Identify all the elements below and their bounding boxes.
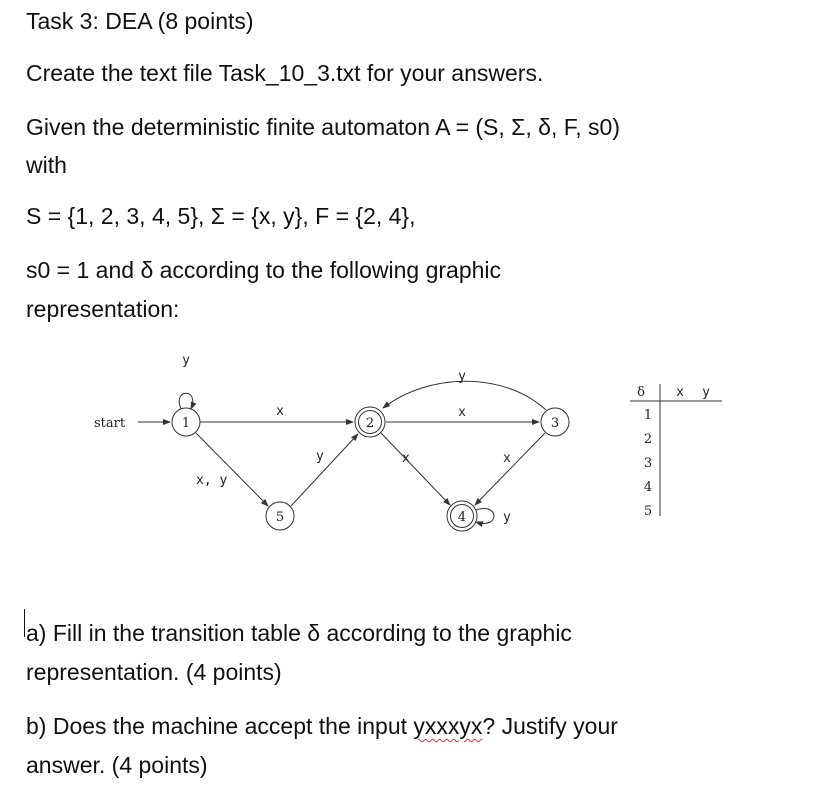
edge-loop-4 bbox=[476, 509, 494, 524]
start-state-line-1: s0 = 1 and δ according to the following graphic bbox=[26, 257, 502, 283]
edge-3-4 bbox=[475, 433, 545, 505]
table-row-label: 4 bbox=[643, 480, 653, 495]
edge-2-4-label: x bbox=[402, 451, 410, 466]
edge-2-3-label: x bbox=[458, 405, 466, 420]
question-b-line-2: answer. (4 points) bbox=[26, 752, 208, 778]
state-3-label: 3 bbox=[550, 416, 560, 431]
edge-3-4-label: x bbox=[503, 451, 511, 466]
question-b-line-1 bbox=[26, 711, 618, 741]
table-header-delta: δ bbox=[637, 385, 645, 400]
loop-4-label: y bbox=[503, 510, 511, 525]
loop-1-label: y bbox=[182, 353, 190, 368]
edge-2-4 bbox=[381, 433, 450, 505]
sets-definition: S = {1, 2, 3, 4, 5}, Σ = {x, y}, F = {2, 4}, bbox=[26, 203, 416, 229]
edge-loop-1 bbox=[179, 393, 193, 409]
start-label: start bbox=[94, 416, 126, 431]
edge-5-2 bbox=[291, 434, 358, 506]
table-row-label: 2 bbox=[643, 432, 653, 447]
edge-1-2-label: x bbox=[276, 404, 284, 419]
table-row-label: 1 bbox=[643, 408, 653, 423]
state-2-label: 2 bbox=[365, 416, 375, 431]
edge-3-2-label: y bbox=[458, 369, 466, 384]
intro-text: Create the text file Task_10_3.txt for your answers. bbox=[26, 60, 544, 86]
question-b-suffix: ? Justify your bbox=[482, 713, 618, 739]
state-4-label: 4 bbox=[457, 510, 467, 525]
given-line-1: Given the deterministic finite automaton A = (S, Σ, δ, F, s0) bbox=[26, 114, 620, 140]
question-b-prefix: b) Does the machine accept the input bbox=[26, 713, 414, 739]
edge-1-5-label: x, y bbox=[196, 473, 228, 488]
question-a-line-1: a) Fill in the transition table δ according to the graphic bbox=[26, 620, 572, 646]
task-heading: Task 3: DEA (8 points) bbox=[26, 8, 254, 34]
edge-5-2-label: y bbox=[316, 449, 324, 464]
automaton-diagram bbox=[0, 340, 820, 540]
input-word: yxxxyx bbox=[413, 713, 483, 739]
table-row-label: 5 bbox=[643, 504, 653, 519]
text-cursor bbox=[24, 609, 25, 637]
given-line-2: with bbox=[26, 152, 67, 178]
edge-1-5 bbox=[196, 433, 268, 506]
question-a-line-2: representation. (4 points) bbox=[26, 659, 282, 685]
state-5-label: 5 bbox=[275, 510, 285, 525]
start-state-line-2: representation: bbox=[26, 296, 180, 322]
state-1-label: 1 bbox=[181, 416, 191, 431]
transition-table bbox=[630, 384, 722, 519]
table-row-label: 3 bbox=[643, 456, 653, 471]
table-header-x: x bbox=[676, 385, 684, 400]
table-header-y: y bbox=[702, 385, 710, 400]
